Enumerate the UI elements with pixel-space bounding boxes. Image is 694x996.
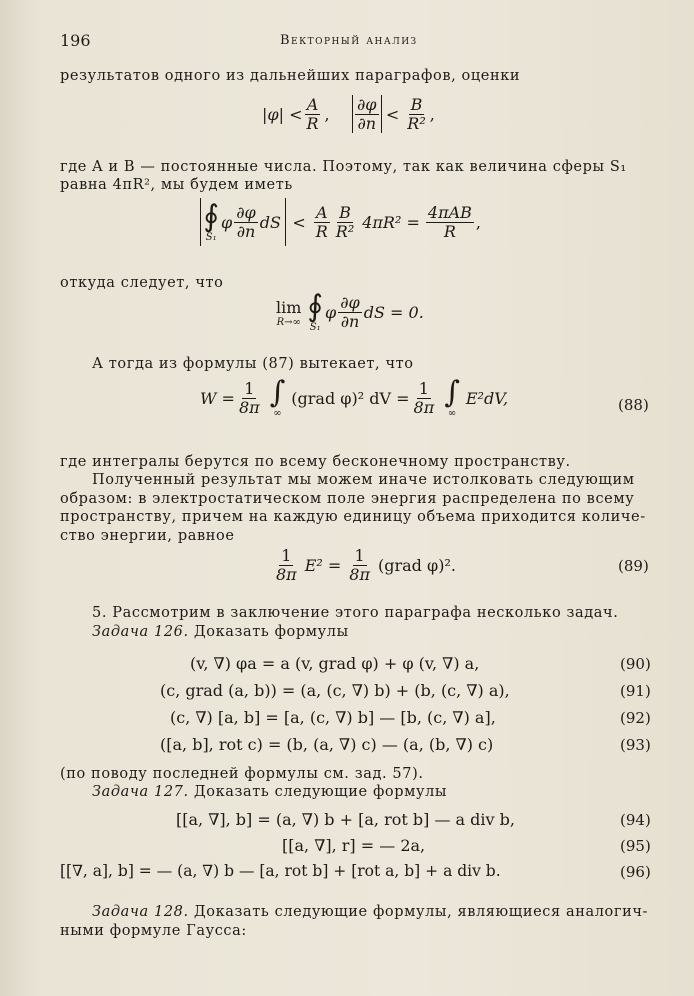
eq-part: 4πR² = [362,212,420,232]
problem-text: Доказать следующие формулы, являющиеся аналогич- [193,904,649,920]
text-line: откуда следует, что [60,275,224,291]
denominator: R² [407,113,426,133]
fraction [314,204,330,241]
equation-number: (93) [620,736,651,754]
integral-subscript: ∞ [447,408,457,419]
problem-label: Задача 127. [92,784,189,800]
eq-part: E² = [304,556,342,575]
numerator: 1 [354,546,365,565]
equation-number: (90) [620,655,651,673]
page-number: 196 [60,31,91,50]
limit-operator: lim [276,297,302,317]
numerator: ∂φ [357,94,377,114]
fraction [334,204,356,241]
fraction [426,204,474,241]
text-line: ство энергии, равное [60,528,235,544]
fraction [405,96,427,133]
denominator: ∂n [236,221,256,241]
denominator: 8π [238,398,260,417]
denominator: ∂n [340,312,360,331]
denominator: ∂n [357,113,377,133]
text-line: 5. Рассмотрим в заключение этого параграфа несколько задач. [92,605,619,621]
text-line: Полученный результат мы можем иначе истолковать следующим [92,472,635,488]
fraction [347,547,372,584]
equation-limit [276,289,424,333]
fraction [355,96,378,133]
equation-number: (92) [620,709,651,727]
eq-part: (grad φ)² dV = [291,389,410,408]
equation-number: (95) [620,837,651,855]
fraction [412,380,437,417]
numerator: B [339,202,351,222]
numerator: ∂φ [236,202,256,222]
equation-number: (91) [620,682,651,700]
problem-text: Доказать следующие формулы [193,784,448,800]
problem-label: Задача 128. [92,904,189,920]
integral-sign: ∫ [269,375,286,410]
eq-part: E²dV, [465,389,509,408]
formula-92: (c, ∇) [a, b] = [a, (c, ∇) b] — [b, (c, ∇) a], [170,708,496,727]
equation-number: (96) [620,863,651,881]
equation-number: (94) [620,811,651,829]
eq-part: φ [325,303,337,322]
denominator: 8π [349,565,370,584]
fraction [274,547,299,584]
numerator: B [410,94,423,114]
numerator: ∂φ [340,293,360,312]
abs-bar [381,95,382,133]
text-line: где интегралы берутся по всему бесконечному пространству. [60,454,571,470]
integral-subscript: S₁ [205,231,217,243]
problem-127 [92,782,447,802]
fraction [304,96,320,133]
integral-subscript: S₁ [309,322,321,333]
equation-number: (88) [618,396,649,414]
formula-90: (v, ∇) φa = a (v, grad φ) + φ (v, ∇) a, [190,654,480,673]
numerator: 4πAB [427,202,472,222]
text-line: где A и B — постоянные числа. Поэтому, так как величина сферы S₁ [60,159,627,175]
eq-part: < [385,104,400,124]
denominator: 8π [413,398,435,417]
contour-integral-sign: ∮ [307,289,324,324]
text-line: результатов одного из дальнейших параграфов, оценки [60,68,521,84]
text-line: ными формуле Гаусса: [60,923,247,939]
denominator: R² [335,221,355,241]
eq-part: (grad φ)². [378,556,456,575]
problem-126 [92,622,349,642]
formula-94: [[a, ∇], b] = (a, ∇) b + [a, rot b] — a div b, [176,810,515,829]
problem-128 [92,902,648,922]
eq-part: dS [259,212,281,232]
fraction [338,294,361,331]
running-title: Векторный анализ [280,33,418,48]
abs-bar [285,198,286,246]
numerator: A [306,94,319,114]
problem-text: Доказать формулы [193,624,349,640]
denominator: 8π [276,565,297,584]
eq-part: φ [221,212,233,232]
formula-96: [[∇, a], b] = — (a, ∇) b — [a, rot b] + [rot a, b] + a div b. [60,862,501,880]
integral-subscript: ∞ [273,408,282,419]
eq-part: < [292,212,306,232]
problem-label: Задача 126. [92,624,189,640]
eq-part: |φ| < [262,104,303,124]
text-line: А тогда из формулы (87) вытекает, что [92,356,414,372]
denominator: R [443,221,456,241]
text-line: (по поводу последней формулы см. зад. 57). [60,766,424,782]
abs-bar [200,198,201,246]
text-line: образом: в электростатическом поле энергия распределена по всему [60,491,635,507]
numerator: 1 [244,379,255,398]
text-line: равна 4πR², мы будем иметь [60,177,293,193]
equation-number: (89) [618,557,649,575]
fraction [234,204,257,241]
numerator: 1 [281,546,292,565]
equation-estimates: |φ| < $\frac{A}{R}$ , $\frac{\partial\varphi}{\partial n}$ < $\frac{B}{\text{R²}}$ , [262,94,435,133]
denominator: R [306,113,319,133]
numerator: A [315,202,328,222]
formula-93: ([a, b], rot c) = (b, (a, ∇) c) — (a, (b, ∇) c) [160,735,494,754]
eq-part: dS = 0. [363,303,424,322]
eq-part: W = [200,389,235,408]
limit-subscript: R→∞ [276,316,301,328]
contour-integral-sign: ∮ [203,198,220,234]
equation-89 [272,547,456,584]
integral-sign: ∫ [444,375,460,410]
formula-91: (c, grad (a, b)) = (a, (c, ∇) b) + (b, (c, ∇) a), [160,681,510,700]
abs-bar [352,95,353,133]
denominator: R [315,221,328,241]
numerator: 1 [418,379,429,398]
text-line: пространству, причем на каждую единицу объема приходится количе- [60,509,646,525]
fraction [237,380,262,417]
formula-95: [[a, ∇], r] = — 2a, [282,836,426,855]
equation-88 [200,375,509,419]
equation-surface-estimate: ∮ S₁ φ $\frac{\partial\varphi}{\partial n}$ dS < $\frac{A}{R}$ $\frac{B}{\text{R²}}$ 4πR² = $\frac{\text{4πAB}}{R}$ , [200,198,481,246]
